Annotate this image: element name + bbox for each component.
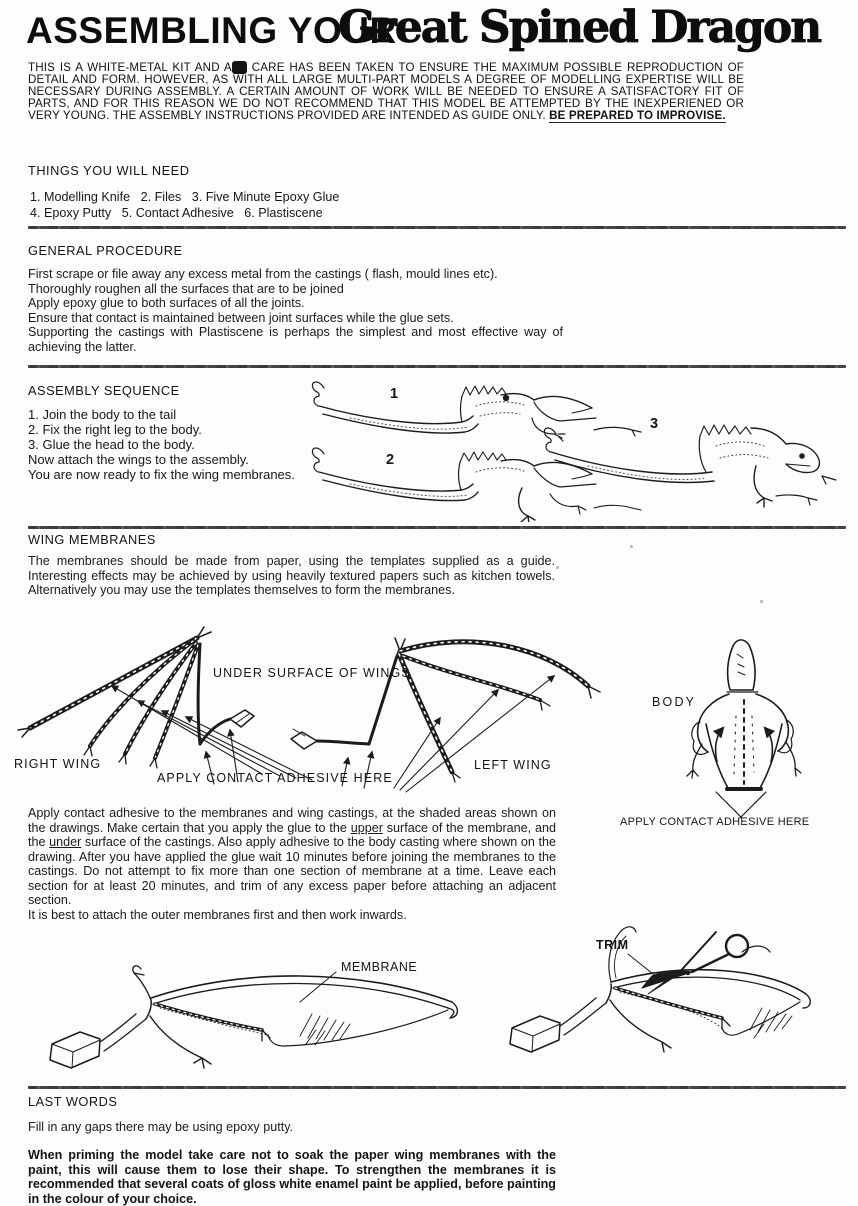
wing-membranes-heading: WING MEMBRANES <box>28 532 156 547</box>
membrane-label: MEMBRANE <box>341 960 418 974</box>
procedure-line: Ensure that contact is maintained between joint surfaces while the glue sets. <box>28 310 454 325</box>
last-words-heading: LAST WORDS <box>28 1094 118 1109</box>
figure-number-1: 1 <box>390 386 399 402</box>
ink-blot: LL <box>232 61 246 74</box>
things-list <box>30 190 339 221</box>
body-label: BODY <box>652 695 697 709</box>
apply-contact-adhesive-body-label: APPLY CONTACT ADHESIVE HERE <box>620 816 810 828</box>
intro-text-pre: THIS IS A WHITE-METAL KIT AND A <box>28 61 232 74</box>
procedure-line: Supporting the castings with Plastiscene is perhaps the simplest and most effective way of achieving the latter. <box>28 325 563 354</box>
intro-emphasis: BE PREPARED TO IMPROVISE. <box>549 109 726 123</box>
wing-membranes-paragraph: The membranes should be made from paper, using the templates supplied as a guide. Interesting effects may be achieved by using heavily textured papers such as kitchen towels. Alternatively you may use the templates themselves to form the membranes. <box>28 554 555 597</box>
left-wing-label: LEFT WING <box>474 758 552 772</box>
body-casting-drawing <box>687 640 801 818</box>
section-divider <box>28 226 846 229</box>
right-wing-skeleton <box>18 627 254 768</box>
trim-wing-drawing <box>510 927 810 1052</box>
intro-paragraph <box>28 62 744 122</box>
page-title-plain: ASSEMBLING YOUR <box>26 10 397 51</box>
assembly-sequence-heading: ASSEMBLY SEQUENCE <box>28 383 180 398</box>
upper-underlined: upper <box>350 820 383 835</box>
assembly-steps <box>28 407 295 482</box>
trim-label: TRIM <box>596 938 629 952</box>
membrane-trim-illustration <box>0 918 858 1090</box>
section-divider <box>28 1086 846 1089</box>
general-procedure-text <box>28 267 563 354</box>
assembly-step: Now attach the wings to the assembly. <box>28 452 249 467</box>
scan-speck <box>630 545 633 548</box>
section-divider <box>28 526 846 529</box>
scan-speck <box>760 600 763 603</box>
right-wing-label: RIGHT WING <box>14 757 102 771</box>
page-title-fancy-wrap <box>338 2 820 53</box>
figure-number-2: 2 <box>386 452 395 468</box>
adhesive-instructions <box>28 806 556 922</box>
page-title-fancy: Great Spined Dragon <box>338 2 821 53</box>
section-divider <box>28 365 846 368</box>
assembly-step: 2. Fix the right leg to the body. <box>28 422 202 437</box>
adhesive-text: surface of the castings. Also apply adhesive to the body casting where shown on the drawing. After you have applied the glue wait 10 minutes before joining the membranes to the castings. Do not attempt to fix more than one section of membrane at a time. Leave each section for at least 20 minutes, and trim of any excess paper before attaching an adjacent section. <box>28 835 556 907</box>
under-underlined: under <box>49 835 82 849</box>
assembly-step: 3. Glue the head to the body. <box>28 437 195 452</box>
right-wing-arrows <box>112 686 312 784</box>
last-words-line-1: Fill in any gaps there may be using epoxy putty. <box>28 1120 294 1134</box>
things-heading: THINGS YOU WILL NEED <box>28 163 190 178</box>
procedure-line: Thoroughly roughen all the surfaces that are to be joined <box>28 281 344 296</box>
last-words-paragraph: When priming the model take care not to soak the paper wing membranes with the paint, this will cause them to lose their shape. To strengthen the membranes it is recommended that several coats of gloss white enamel paint be applied, before painting in the colour of your choice. <box>28 1148 556 1206</box>
adhesive-text: Apply contact adhesive to the membranes and wing castings, at the shaded areas shown on the drawings. Make certain that you apply the glue to the <box>28 806 556 835</box>
adhesive-final-line: It is best to attach the outer membranes first and then work inwards. <box>28 907 407 922</box>
general-procedure-heading: GENERAL PROCEDURE <box>28 243 183 258</box>
dragon-step3-illustration <box>540 406 858 524</box>
apply-contact-adhesive-label: APPLY CONTACT ADHESIVE HERE <box>157 771 393 785</box>
under-surface-label: UNDER SURFACE OF WINGS <box>213 666 411 680</box>
assembly-step: You are now ready to fix the wing membranes. <box>28 467 295 482</box>
membrane-wing-drawing <box>50 966 457 1068</box>
procedure-line: First scrape or file away any excess metal from the castings ( flash, mould lines etc). <box>28 267 498 281</box>
adhesive-text: surface of the membrane, and the <box>28 820 557 849</box>
adhesive-paragraph <box>28 806 556 908</box>
procedure-line: Apply epoxy glue to both surfaces of all the joints. <box>28 296 305 310</box>
scan-speck <box>556 566 559 569</box>
figure-number-3: 3 <box>650 416 659 432</box>
things-line-2: 4. Epoxy Putty 5. Contact Adhesive 6. Plastiscene <box>30 205 323 220</box>
assembly-step: 1. Join the body to the tail <box>28 407 177 422</box>
things-line-1: 1. Modelling Knife 2. Files 3. Five Minute Epoxy Glue <box>30 190 340 204</box>
intro-text-post: CARE HAS BEEN TAKEN TO ENSURE THE MAXIMUM POSSIBLE REPRODUCTION OF DETAIL AND FORM. HOWEVER, AS WITH ALL LARGE MULTI-PART MODELS A DEGREE OF MODELLING EXPERTISE WILL BE NECESSARY DURING ASSEMBLY. A CERTAIN AMOUNT OF WORK WILL BE NEEDED TO ENSURE A SATISFACTORY FIT OF PARTS, AND FOR THIS REASON WE DO NOT RECOMMEND THAT THIS MODEL BE ATTEMPTED BY THE INEXPERIENED OR VERY YOUNG. THE ASSEMBLY INSTRUCTIONS PROVIDED ARE INTENDED AS GUIDE ONLY. <box>28 61 744 123</box>
